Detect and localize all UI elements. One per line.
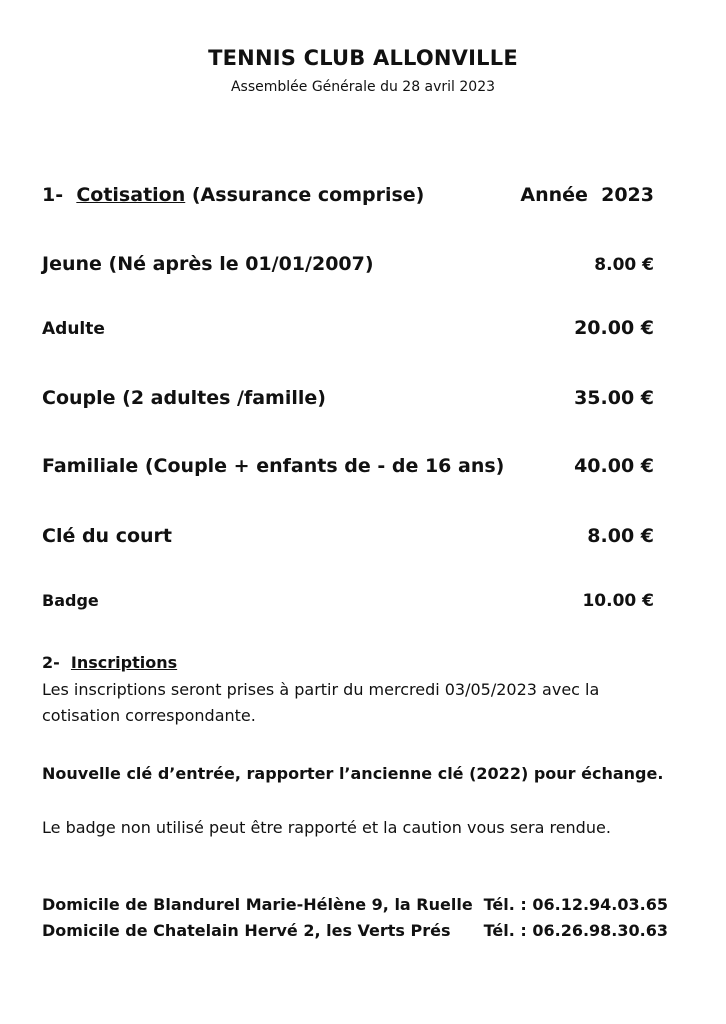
price-row-label: Adulte <box>42 319 105 339</box>
price-row-label: Jeune (Né après le 01/01/2007) <box>42 253 374 275</box>
price-row-badge <box>42 591 654 611</box>
price-row-label: Clé du court <box>42 525 172 547</box>
contact-name: Domicile de Blandurel Marie-Hélène 9, la Ruelle <box>42 895 473 914</box>
key-notice: Nouvelle clé d’entrée, rapporter l’ancienne clé (2022) pour échange. <box>42 764 664 783</box>
contact-phone: Tél. : 06.26.98.30.63 <box>483 921 668 940</box>
contact-phone: Tél. : 06.12.94.03.65 <box>483 895 668 914</box>
price-row-adulte <box>42 317 654 339</box>
price-row-cle <box>42 525 654 547</box>
cotisation-heading <box>42 184 424 206</box>
price-row-value: 8.00 € <box>587 525 654 547</box>
section-number: 1- <box>42 184 64 206</box>
price-row-value: 20.00 € <box>574 317 654 339</box>
cotisation-heading-label: Cotisation <box>76 184 186 206</box>
document-subtitle: Assemblée Générale du 28 avril 2023 <box>230 79 496 95</box>
inscriptions-text: Les inscriptions seront prises à partir du mercredi 03/05/2023 avec la cotisation correspondante. <box>42 680 600 725</box>
contact-row <box>42 895 668 914</box>
price-row-jeune <box>42 253 654 275</box>
price-row-label: Familiale (Couple + enfants de - de 16 ans) <box>42 455 505 477</box>
inscriptions-heading-label: Inscriptions <box>70 653 178 672</box>
badge-notice: Le badge non utilisé peut être rapporté et la caution vous sera rendue. <box>42 818 611 837</box>
price-row-familiale <box>42 455 654 477</box>
price-row-label: Badge <box>42 591 99 610</box>
cotisation-heading-row <box>42 184 654 206</box>
price-row-couple <box>42 387 654 409</box>
section-number: 2- <box>42 653 60 672</box>
price-row-value: 35.00 € <box>574 387 654 409</box>
inscriptions-heading <box>42 653 177 672</box>
document-title: TENNIS CLUB ALLONVILLE <box>208 46 518 70</box>
price-row-label: Couple (2 adultes /famille) <box>42 387 326 409</box>
contact-row <box>42 921 668 940</box>
year-label: Année 2023 <box>520 184 654 206</box>
price-row-value: 10.00 € <box>582 591 654 611</box>
price-row-value: 40.00 € <box>574 455 654 477</box>
cotisation-heading-note: (Assurance comprise) <box>191 184 425 206</box>
price-row-value: 8.00 € <box>594 255 654 275</box>
contact-name: Domicile de Chatelain Hervé 2, les Verts Prés <box>42 921 451 940</box>
